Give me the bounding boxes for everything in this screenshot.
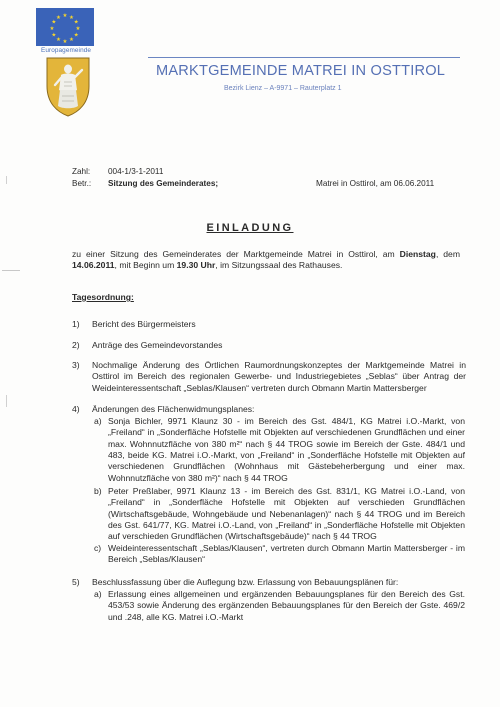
letterhead-rule xyxy=(148,57,460,58)
sub-item-letter: a) xyxy=(94,589,102,599)
betr-label: Betr.: xyxy=(72,179,92,188)
agenda-item-number: 4) xyxy=(72,404,80,414)
eu-flag-icon xyxy=(36,8,94,46)
agenda-item-number: 1) xyxy=(72,319,80,329)
sub-item-text: Peter Preßlaber, 9971 Klaunz 13 - im Bereich des Gst. 831/1, KG Matrei i.O.-Land, von „Freiland“ in „Sonderfläche Hofstelle mit Objekten auf verschieden Grundflächen (Wirtschaftsgebäude, Wohngebäude und Nebenanlagen)“ nach § 44 TROG und im Bereich des Gst. 641/77, KG. Matrei i.O.-Land, von „Freiland“ in „Sonderfläche Hofstelle mit Objekten auf verschieden Grundflächen (Wirtschaftsgebäude)“ nach § 44 TROG xyxy=(108,486,465,542)
intro-date: 14.06.2011 xyxy=(72,260,115,271)
place-date: Matrei in Osttirol, am 06.06.2011 xyxy=(316,179,435,188)
agenda-item-number: 3) xyxy=(72,360,80,370)
agenda-item-text: Nochmalige Änderung des Örtlichen Raumordnungskonzeptes der Marktgemeinde Matrei in Osttirol im Bereich des regionalen Gewerbe- und Industriegebietes „Seblas“ über Antrag der Weideinteressentschaft „Seblas/Klausen“ vertreten durch Obmann Martin Mattersberger xyxy=(92,360,466,393)
intro-weekday: Dienstag xyxy=(399,249,436,259)
agenda-item-text: Anträge des Gemeindevorstandes xyxy=(92,340,223,350)
intro-part1: zu einer Sitzung des Gemeinderates der Marktgemeinde Matrei in Osttirol, am xyxy=(72,249,400,259)
svg-text:★: ★ xyxy=(73,19,79,26)
agenda-heading: Tagesordnung: xyxy=(72,292,134,302)
svg-text:★: ★ xyxy=(62,13,68,19)
zahl-label: Zahl: xyxy=(72,167,91,176)
fold-mark xyxy=(2,270,20,271)
eu-label: Europagemeinde xyxy=(40,47,92,54)
svg-text:★: ★ xyxy=(49,26,55,32)
sub-item-letter: b) xyxy=(94,486,102,496)
intro-time: 19.30 Uhr xyxy=(176,260,216,271)
svg-text:★: ★ xyxy=(75,26,81,32)
agenda-item-text: Beschlussfassung über die Auflegung bzw. Erlassung von Bebauungsplänen für: xyxy=(92,577,399,587)
sub-item-text: Sonja Bichler, 9971 Klaunz 30 - im Bereich des Gst. 484/1, KG Matrei i.O.-Markt, von „Freiland“ in „Sonderfläche Hofstelle mit Objekten auf verschiedenen Grundflächen und einer max. Wohnnutzfläche von 380 m²“ nach § 44 TROG sowie im Bereich der Gste. 484/1 und 483, beide KG. Matrei i.O.-Markt, von „Freiland“ in „Sonderfläche Hofstelle mit Objekten auf verschiedenen Grundflächen (Wohnhaus mit Gästebeherbergung und einer max. Wohnnutzfläche von 380 m²)“ nach § 44 TROG xyxy=(108,416,465,483)
invitation-text xyxy=(72,249,460,272)
sub-item-letter: a) xyxy=(94,416,102,426)
municipality-address: Bezirk Lienz – A-9971 – Rauterplatz 1 xyxy=(224,85,342,92)
svg-text:★: ★ xyxy=(73,32,79,39)
sub-item-text: Erlassung eines allgemeinen und ergänzenden Bebauungsplanes für den Bereich des Gst. 453/53 sowie Änderung des ergänzenden Bebauungsplanes für den Bereich der Gste. 469/2 und .248, alle KG. Matrei i.O.-Markt xyxy=(108,589,465,622)
intro-part4: , im Sitzungssaal des Rathauses. xyxy=(215,260,343,271)
agenda-item-number: 5) xyxy=(72,577,80,587)
crest-icon xyxy=(44,56,92,118)
agenda-item-text: Änderungen des Flächenwidmungsplanes: xyxy=(92,404,255,414)
agenda-item-text: Bericht des Bürgermeisters xyxy=(92,319,196,329)
betr-value: Sitzung des Gemeinderates; xyxy=(108,179,219,188)
document-title: EINLADUNG xyxy=(206,222,294,234)
zahl-value: 004-1/3-1-2011 xyxy=(108,167,164,176)
sub-item-letter: c) xyxy=(94,543,102,553)
intro-part2: , dem xyxy=(435,249,460,259)
svg-text:★: ★ xyxy=(62,39,68,45)
svg-text:★: ★ xyxy=(51,19,57,26)
svg-text:★: ★ xyxy=(51,32,57,39)
svg-text:★: ★ xyxy=(56,14,61,21)
punch-mark xyxy=(6,395,7,407)
intro-part3: , mit Beginn um xyxy=(114,260,177,271)
svg-text:★: ★ xyxy=(56,37,61,44)
agenda-item-number: 2) xyxy=(72,340,80,350)
municipality-name: MARKTGEMEINDE MATREI IN OSTTIROL xyxy=(156,63,446,79)
svg-text:★: ★ xyxy=(69,14,74,21)
sub-item-text: Weideinteressentschaft „Seblas/Klausen“, vertreten durch Obmann Martin Mattersberger - im Bereich „Seblas/Klausen“ xyxy=(108,543,465,565)
svg-text:★: ★ xyxy=(69,37,74,44)
punch-mark xyxy=(6,176,7,184)
